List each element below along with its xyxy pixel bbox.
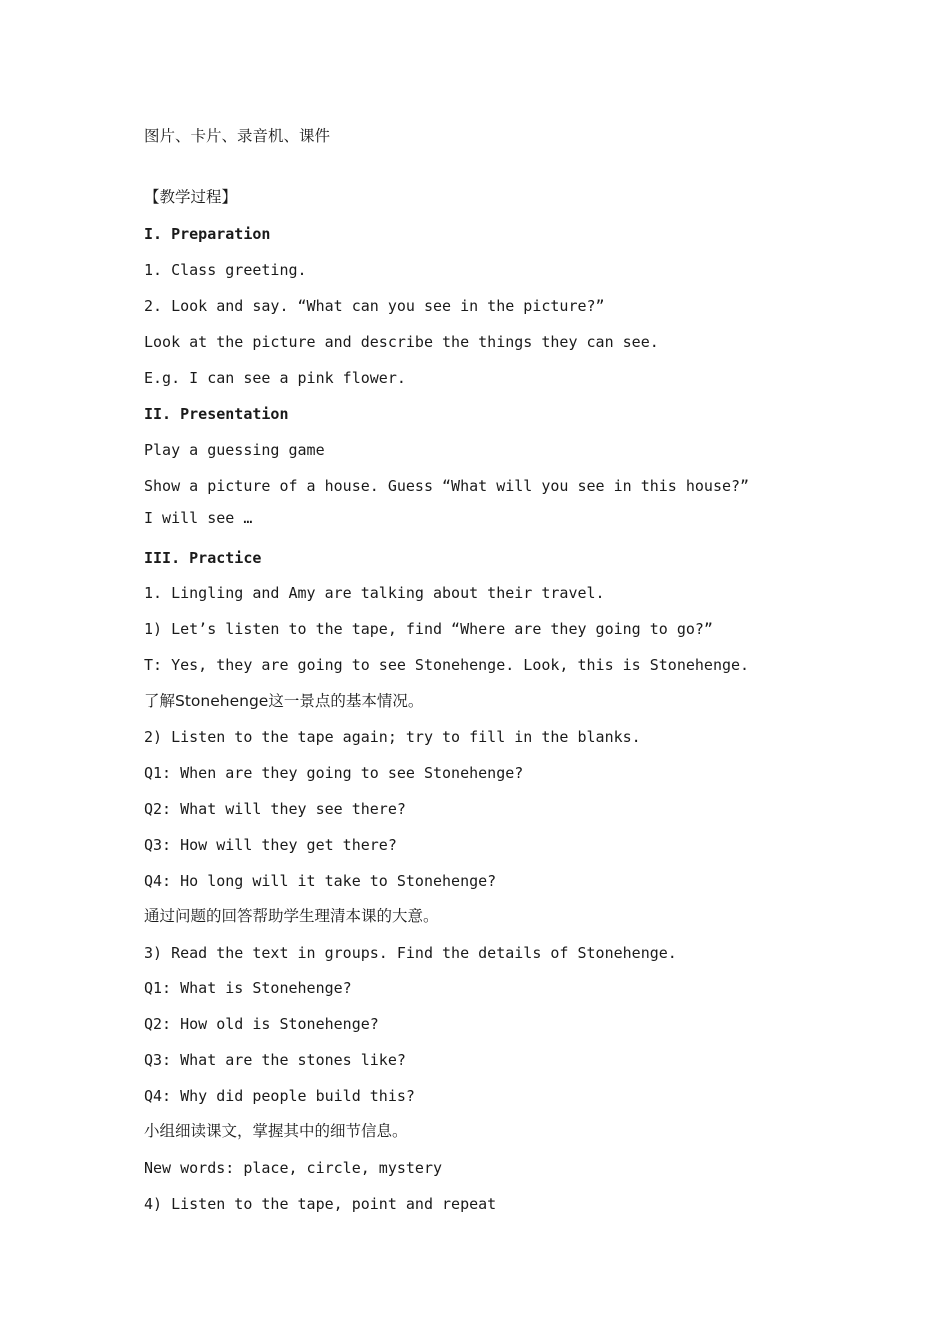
- text-line: T: Yes, they are going to see Stonehenge. Look, this is Stonehenge.: [144, 656, 750, 674]
- text-line: E.g. I can see a pink flower.: [144, 369, 406, 387]
- text-line: 1) Let’s listen to the tape, find “Where are they going to go?”: [144, 620, 713, 638]
- text-line: Show a picture of a house. Guess “What will you see in this house?”: [144, 477, 750, 495]
- section-heading-presentation: II. Presentation: [144, 405, 289, 423]
- section-heading-preparation: I. Preparation: [144, 225, 271, 243]
- text-line: 1. Class greeting.: [144, 261, 307, 279]
- text-line: 小组细读课文，掌握其中的细节信息。: [144, 1122, 408, 1140]
- text-line: Look at the picture and describe the things they can see.: [144, 333, 659, 351]
- text-line: 3) Read the text in groups. Find the details of Stonehenge.: [144, 944, 677, 962]
- text-line: Q3: How will they get there?: [144, 836, 397, 854]
- text-line: Q3: What are the stones like?: [144, 1051, 406, 1069]
- text-line: Q2: What will they see there?: [144, 800, 406, 818]
- text-line: 2) Listen to the tape again; try to fill in the blanks.: [144, 728, 641, 746]
- text-line: Q4: Why did people build this?: [144, 1087, 415, 1105]
- section-heading-practice: III. Practice: [144, 549, 262, 567]
- text-line: 通过问题的回答帮助学生理清本课的大意。: [144, 907, 439, 925]
- text-line: 1. Lingling and Amy are talking about their travel.: [144, 584, 605, 602]
- text-line: 了解Stonehenge这一景点的基本情况。: [144, 692, 424, 710]
- text-line: 2. Look and say. “What can you see in the picture?”: [144, 297, 605, 315]
- process-title: 【教学过程】: [144, 188, 238, 206]
- text-line: Q2: How old is Stonehenge?: [144, 1015, 379, 1033]
- text-line: New words: place, circle, mystery: [144, 1159, 443, 1177]
- text-line: Q4: Ho long will it take to Stonehenge?: [144, 872, 497, 890]
- text-line: 4) Listen to the tape, point and repeat: [144, 1195, 497, 1213]
- text-line: Play a guessing game: [144, 441, 325, 459]
- text-line: Q1: When are they going to see Stonehenge?: [144, 764, 524, 782]
- text-line: I will see …: [144, 509, 253, 527]
- text-line: Q1: What is Stonehenge?: [144, 979, 352, 997]
- materials-line: 图片、卡片、录音机、课件: [144, 127, 331, 145]
